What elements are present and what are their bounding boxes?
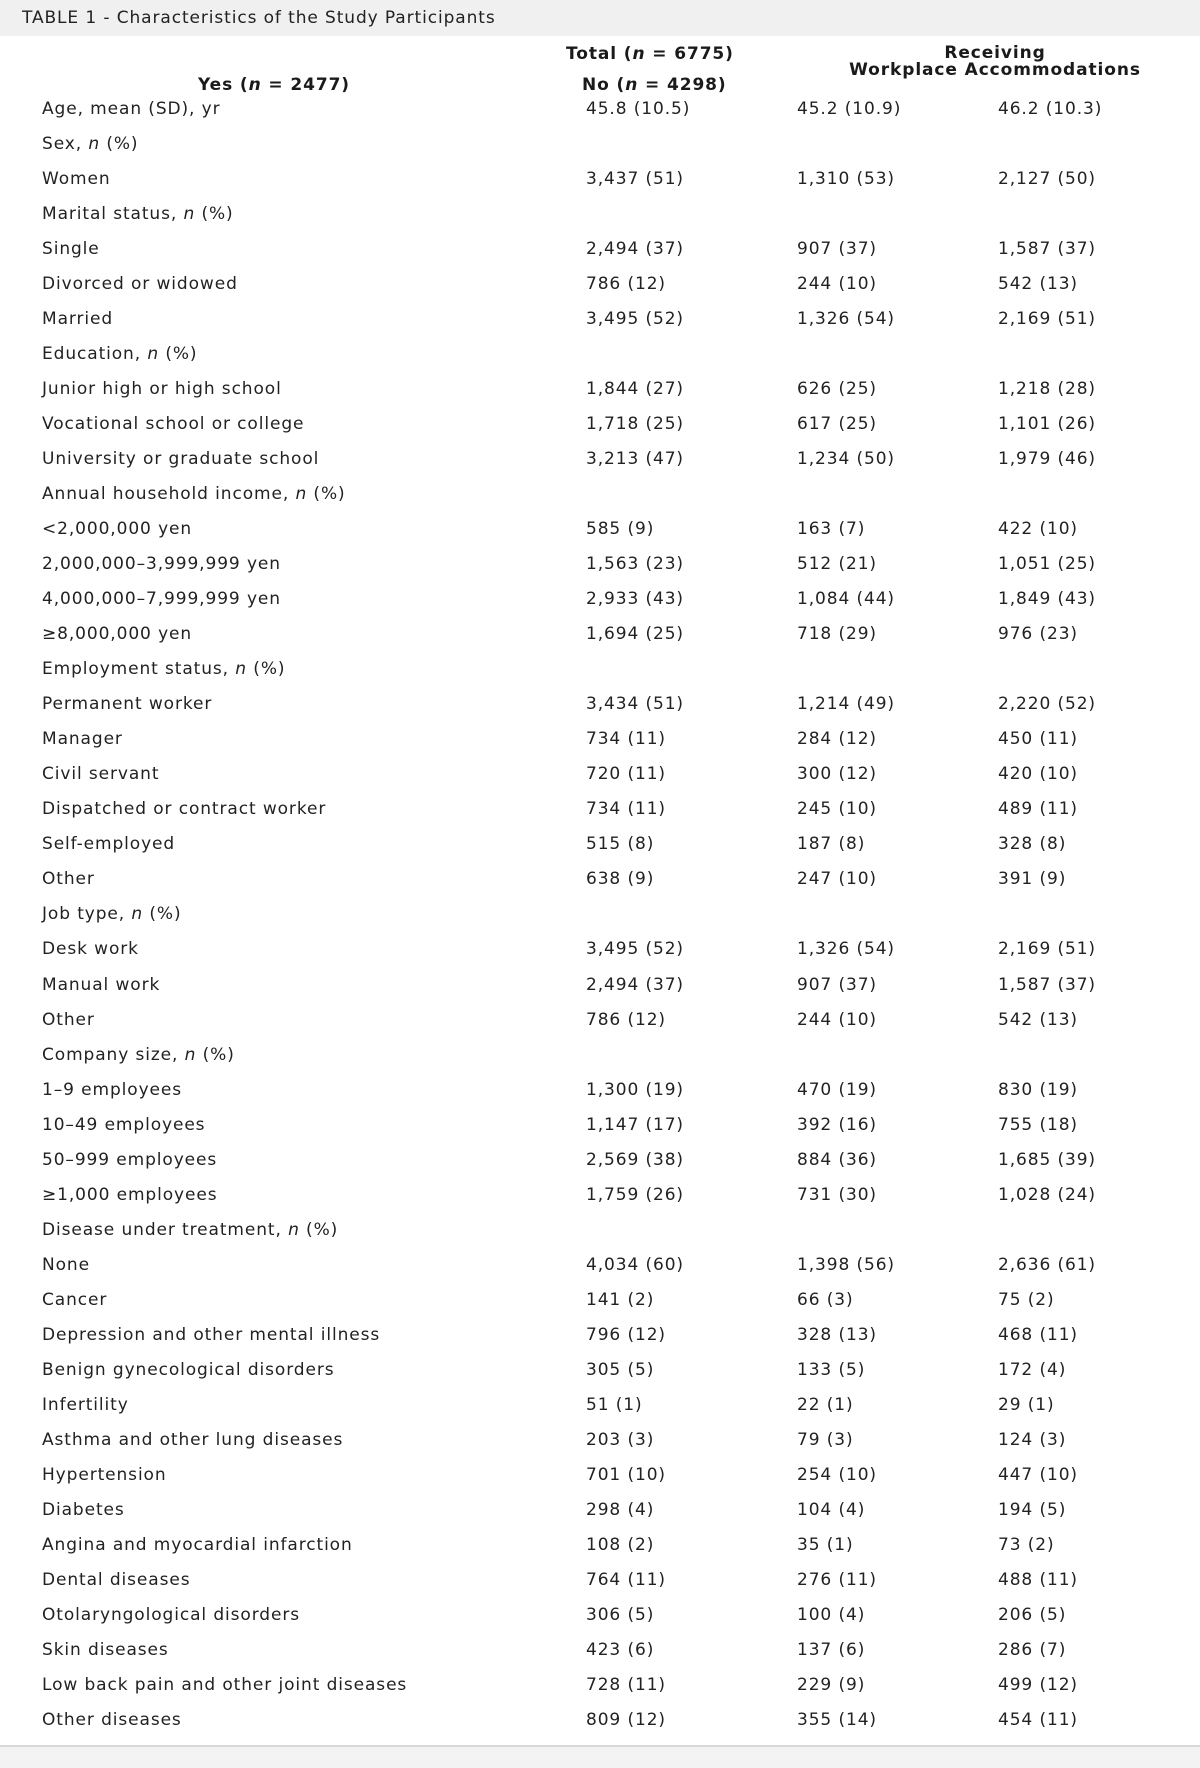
cell-no: 194 (5) <box>998 1499 1067 1520</box>
row-label <box>42 1570 190 1590</box>
table-row <box>0 1570 1200 1605</box>
row-label-text: 50–999 employees <box>42 1149 218 1170</box>
cell-yes: 284 (12) <box>797 729 877 750</box>
row-label-text: Self-employed <box>42 834 176 855</box>
cell-yes: 884 (36) <box>797 1149 877 1170</box>
table-row <box>0 939 1200 974</box>
row-label <box>42 309 113 329</box>
cell-total: 45.8 (10.5) <box>586 99 691 119</box>
cell-yes: 1,326 (54) <box>797 939 895 960</box>
row-label <box>42 484 346 504</box>
cell-yes: 1,234 (50) <box>797 449 895 470</box>
header-receiving-line1: Receiving <box>944 43 1046 63</box>
row-label <box>42 1675 407 1695</box>
table-row <box>0 1675 1200 1710</box>
table-row <box>0 449 1200 484</box>
row-label-text: Single <box>42 239 100 260</box>
table-row <box>0 1360 1200 1395</box>
cell-total: 1,718 (25) <box>586 414 684 435</box>
header-no <box>582 75 727 95</box>
table-row <box>0 1185 1200 1220</box>
cell-total: 298 (4) <box>586 1499 655 1520</box>
row-label <box>42 1710 182 1730</box>
cell-total: 3,213 (47) <box>586 449 684 470</box>
row-label <box>42 1080 182 1100</box>
cell-total: 1,563 (23) <box>586 554 684 575</box>
cell-yes: 66 (3) <box>797 1289 854 1310</box>
row-label <box>42 694 212 714</box>
row-label <box>42 1430 343 1450</box>
cell-yes: 276 (11) <box>797 1569 877 1590</box>
row-label <box>42 449 319 469</box>
row-label <box>42 1325 380 1345</box>
row-label-text: Education, <box>42 344 148 365</box>
row-label-text: Disease under treatment, <box>42 1219 289 1240</box>
row-label-text: Other <box>42 869 95 890</box>
cell-yes: 300 (12) <box>797 764 877 785</box>
cell-no: 1,849 (43) <box>998 589 1096 610</box>
table-row <box>0 975 1200 1010</box>
row-label-n: n <box>184 1044 197 1065</box>
header-no-suffix: = 4298) <box>638 75 727 95</box>
row-label <box>42 169 111 189</box>
cell-yes: 35 (1) <box>797 1534 854 1555</box>
cell-no: 2,636 (61) <box>998 1254 1096 1275</box>
cell-total: 305 (5) <box>586 1359 655 1380</box>
table-row <box>0 624 1200 659</box>
cell-no: 46.2 (10.3) <box>998 99 1103 119</box>
cell-yes: 392 (16) <box>797 1114 877 1135</box>
table-row <box>0 729 1200 764</box>
row-label <box>42 834 175 854</box>
cell-no: 542 (13) <box>998 1009 1078 1030</box>
row-label <box>42 764 159 784</box>
table-row <box>0 1255 1200 1290</box>
cell-total: 423 (6) <box>586 1639 655 1660</box>
cell-no: 468 (11) <box>998 1324 1078 1345</box>
table-row <box>0 799 1200 834</box>
table-row <box>0 1010 1200 1045</box>
header-receiving-line2: Workplace Accommodations <box>849 60 1141 80</box>
table-row <box>0 589 1200 624</box>
row-label <box>42 519 192 539</box>
table-row <box>0 1150 1200 1185</box>
cell-yes: 79 (3) <box>797 1429 854 1450</box>
cell-no: 1,051 (25) <box>998 554 1096 575</box>
header-total-n: n <box>632 44 646 64</box>
row-label-n: n <box>88 134 101 155</box>
cell-total: 638 (9) <box>586 869 655 890</box>
cell-no: 1,979 (46) <box>998 449 1096 470</box>
cell-yes: 731 (30) <box>797 1184 877 1205</box>
cell-total: 720 (11) <box>586 764 666 785</box>
cell-total: 3,495 (52) <box>586 939 684 960</box>
table-row <box>0 274 1200 309</box>
cell-total: 203 (3) <box>586 1429 655 1450</box>
header-total-suffix: = 6775) <box>645 44 734 64</box>
table-row <box>0 379 1200 414</box>
row-label <box>42 1185 218 1205</box>
row-label-text: Diabetes <box>42 1499 125 1520</box>
cell-yes: 244 (10) <box>797 1009 877 1030</box>
cell-total: 306 (5) <box>586 1604 655 1625</box>
cell-no: 2,169 (51) <box>998 939 1096 960</box>
cell-total: 786 (12) <box>586 1009 666 1030</box>
row-label <box>42 1045 235 1065</box>
table-row <box>0 1045 1200 1080</box>
row-label <box>42 99 221 119</box>
cell-no: 391 (9) <box>998 869 1067 890</box>
bottom-bar <box>0 1747 1200 1768</box>
table-row <box>0 554 1200 589</box>
row-label <box>42 1010 95 1030</box>
cell-no: 73 (2) <box>998 1534 1055 1555</box>
table-row <box>0 1605 1200 1640</box>
row-label-unit: (%) <box>143 904 182 925</box>
row-label-text: Junior high or high school <box>42 379 282 400</box>
row-label-text: Angina and myocardial infarction <box>42 1534 353 1555</box>
table-row <box>0 764 1200 799</box>
table-row <box>0 134 1200 169</box>
row-label-n: n <box>288 1219 300 1240</box>
row-label-text: Marital status, <box>42 204 184 225</box>
table-row <box>0 904 1200 939</box>
row-label-text: Employment status, <box>42 659 236 680</box>
row-label-text: 10–49 employees <box>42 1114 206 1135</box>
cell-yes: 907 (37) <box>797 974 877 995</box>
cell-no: 450 (11) <box>998 729 1078 750</box>
cell-yes: 247 (10) <box>797 869 877 890</box>
table-row <box>0 659 1200 694</box>
cell-yes: 187 (8) <box>797 834 866 855</box>
header-total <box>566 44 734 64</box>
cell-total: 796 (12) <box>586 1324 666 1345</box>
cell-no: 1,587 (37) <box>998 974 1096 995</box>
cell-yes: 718 (29) <box>797 624 877 645</box>
row-label-text: ≥1,000 employees <box>42 1184 218 1205</box>
cell-no: 1,218 (28) <box>998 379 1096 400</box>
cell-total: 1,844 (27) <box>586 379 684 400</box>
table-row <box>0 239 1200 274</box>
row-label-text: Sex, <box>42 134 89 155</box>
row-label <box>42 274 238 294</box>
row-label <box>42 659 285 679</box>
row-label-unit: (%) <box>100 134 139 155</box>
cell-total: 1,694 (25) <box>586 624 684 645</box>
cell-no: 1,587 (37) <box>998 239 1096 260</box>
row-label <box>42 1465 167 1485</box>
row-label <box>42 204 234 224</box>
cell-total: 4,034 (60) <box>586 1254 684 1275</box>
cell-no: 1,028 (24) <box>998 1184 1096 1205</box>
row-label-text: Vocational school or college <box>42 414 305 435</box>
cell-total: 1,147 (17) <box>586 1114 684 1135</box>
table-row <box>0 169 1200 204</box>
table-row <box>0 1115 1200 1150</box>
row-label <box>42 939 139 959</box>
row-label-text: Married <box>42 309 114 330</box>
row-label <box>42 1605 300 1625</box>
row-label <box>42 975 160 995</box>
row-label <box>42 1360 335 1380</box>
row-label-text: Divorced or widowed <box>42 274 238 295</box>
header-total-prefix: Total ( <box>566 44 633 64</box>
cell-no: 29 (1) <box>998 1394 1055 1415</box>
row-label-text: Age, mean (SD), yr <box>42 99 221 119</box>
row-label-n: n <box>235 659 247 680</box>
cell-no: 489 (11) <box>998 799 1078 820</box>
row-label <box>42 1535 353 1555</box>
row-label <box>42 589 281 609</box>
cell-no: 542 (13) <box>998 274 1078 295</box>
row-label-text: Annual household income, <box>42 484 296 505</box>
cell-yes: 1,398 (56) <box>797 1254 895 1275</box>
cell-no: 2,220 (52) <box>998 694 1096 715</box>
cell-yes: 137 (6) <box>797 1639 866 1660</box>
cell-total: 51 (1) <box>586 1394 643 1415</box>
row-label-text: None <box>42 1254 90 1275</box>
row-label-text: Dental diseases <box>42 1569 191 1590</box>
row-label-text: Otolaryngological disorders <box>42 1604 300 1625</box>
header-yes-suffix: = 2477) <box>261 75 350 95</box>
table-row <box>0 869 1200 904</box>
cell-yes: 163 (7) <box>797 519 866 540</box>
row-label-text: Other diseases <box>42 1709 182 1730</box>
row-label-text: Women <box>42 169 111 190</box>
row-label-text: Desk work <box>42 939 139 960</box>
table-row <box>0 1220 1200 1255</box>
cell-yes: 1,214 (49) <box>797 694 895 715</box>
cell-yes: 254 (10) <box>797 1464 877 1485</box>
cell-total: 2,494 (37) <box>586 239 684 260</box>
table-row <box>0 1640 1200 1675</box>
cell-total: 728 (11) <box>586 1674 666 1695</box>
header-yes-prefix: Yes ( <box>198 75 249 95</box>
cell-total: 3,437 (51) <box>586 169 684 190</box>
row-label-text: Benign gynecological disorders <box>42 1359 335 1380</box>
cell-no: 206 (5) <box>998 1604 1067 1625</box>
row-label-text: Depression and other mental illness <box>42 1324 381 1345</box>
row-label-text: 4,000,000–7,999,999 yen <box>42 589 281 610</box>
cell-total: 3,495 (52) <box>586 309 684 330</box>
row-label <box>42 799 326 819</box>
row-label-text: ≥8,000,000 yen <box>42 624 193 645</box>
cell-yes: 512 (21) <box>797 554 877 575</box>
table-row <box>0 1710 1200 1745</box>
table-row <box>0 694 1200 729</box>
row-label <box>42 1640 169 1660</box>
cell-yes: 229 (9) <box>797 1674 866 1695</box>
cell-yes: 626 (25) <box>797 379 877 400</box>
header-no-n: n <box>625 75 639 95</box>
cell-total: 2,494 (37) <box>586 974 684 995</box>
row-label-unit: (%) <box>195 204 234 225</box>
table-row <box>0 204 1200 239</box>
row-label-text: Civil servant <box>42 764 160 785</box>
table-row <box>0 1430 1200 1465</box>
cell-yes: 133 (5) <box>797 1359 866 1380</box>
cell-no: 75 (2) <box>998 1289 1055 1310</box>
table-row <box>0 309 1200 344</box>
table-caption: TABLE 1 - Characteristics of the Study Participants <box>22 8 496 28</box>
cell-total: 734 (11) <box>586 799 666 820</box>
row-label <box>42 344 197 364</box>
cell-no: 124 (3) <box>998 1429 1067 1450</box>
row-label-n: n <box>183 204 196 225</box>
row-label <box>42 904 182 924</box>
cell-yes: 1,310 (53) <box>797 169 895 190</box>
row-label-text: Other <box>42 1009 95 1030</box>
row-label-text: Manual work <box>42 974 161 995</box>
cell-total: 701 (10) <box>586 1464 666 1485</box>
cell-no: 755 (18) <box>998 1114 1078 1135</box>
table-row <box>0 344 1200 379</box>
row-label-text: Low back pain and other joint diseases <box>42 1674 408 1695</box>
cell-no: 172 (4) <box>998 1359 1067 1380</box>
cell-total: 2,569 (38) <box>586 1149 684 1170</box>
row-label-unit: (%) <box>246 659 286 680</box>
cell-total: 809 (12) <box>586 1709 666 1730</box>
cell-no: 286 (7) <box>998 1639 1067 1660</box>
row-label-text: Infertility <box>42 1394 129 1415</box>
cell-total: 1,300 (19) <box>586 1079 684 1100</box>
row-label-text: Company size, <box>42 1044 185 1065</box>
table-row <box>0 519 1200 554</box>
cell-no: 976 (23) <box>998 624 1078 645</box>
row-label <box>42 729 123 749</box>
row-label-text: <2,000,000 yen <box>42 519 193 540</box>
cell-yes: 1,084 (44) <box>797 589 895 610</box>
cell-yes: 617 (25) <box>797 414 877 435</box>
table-row <box>0 1325 1200 1360</box>
row-label <box>42 1290 107 1310</box>
cell-total: 786 (12) <box>586 274 666 295</box>
cell-yes: 22 (1) <box>797 1394 854 1415</box>
row-label-text: 1–9 employees <box>42 1079 183 1100</box>
row-label <box>42 1115 205 1135</box>
header-yes-n: n <box>248 75 262 95</box>
row-label-unit: (%) <box>196 1044 235 1065</box>
row-label-unit: (%) <box>307 484 346 505</box>
row-label <box>42 1220 338 1240</box>
cell-total: 3,434 (51) <box>586 694 684 715</box>
row-label-text: University or graduate school <box>42 449 320 470</box>
table-row <box>0 414 1200 449</box>
row-label <box>42 869 95 889</box>
cell-yes: 328 (13) <box>797 1324 877 1345</box>
table-row <box>0 1395 1200 1430</box>
header-no-prefix: No ( <box>582 75 626 95</box>
row-label-text: Manager <box>42 729 123 750</box>
table-row <box>0 1080 1200 1115</box>
cell-yes: 100 (4) <box>797 1604 866 1625</box>
header-yes <box>198 75 350 95</box>
row-label-text: Hypertension <box>42 1464 167 1485</box>
row-label <box>42 624 192 644</box>
cell-yes: 355 (14) <box>797 1709 877 1730</box>
cell-total: 764 (11) <box>586 1569 666 1590</box>
row-label-text: Permanent worker <box>42 694 213 715</box>
row-label <box>42 134 138 154</box>
row-label <box>42 414 304 434</box>
table-row <box>0 1500 1200 1535</box>
cell-no: 422 (10) <box>998 519 1078 540</box>
cell-total: 585 (9) <box>586 519 655 540</box>
cell-no: 454 (11) <box>998 1709 1078 1730</box>
cell-no: 488 (11) <box>998 1569 1078 1590</box>
cell-yes: 470 (19) <box>797 1079 877 1100</box>
table-row <box>0 484 1200 519</box>
cell-total: 141 (2) <box>586 1289 655 1310</box>
table-row <box>0 1465 1200 1500</box>
cell-no: 499 (12) <box>998 1674 1078 1695</box>
table-row <box>0 834 1200 869</box>
row-label <box>42 1500 125 1520</box>
cell-yes: 104 (4) <box>797 1499 866 1520</box>
cell-yes: 45.2 (10.9) <box>797 99 902 119</box>
row-label-text: Skin diseases <box>42 1639 169 1660</box>
row-label-text: Asthma and other lung diseases <box>42 1429 344 1450</box>
cell-no: 1,685 (39) <box>998 1149 1096 1170</box>
row-label-text: 2,000,000–3,999,999 yen <box>42 554 281 575</box>
row-label-text: Job type, <box>42 904 132 925</box>
cell-no: 2,127 (50) <box>998 169 1096 190</box>
row-label <box>42 554 281 574</box>
row-label <box>42 1150 217 1170</box>
cell-yes: 907 (37) <box>797 239 877 260</box>
row-label-unit: (%) <box>299 1219 339 1240</box>
cell-no: 2,169 (51) <box>998 309 1096 330</box>
table-row <box>0 99 1200 134</box>
cell-total: 1,759 (26) <box>586 1184 684 1205</box>
row-label <box>42 239 100 259</box>
cell-total: 108 (2) <box>586 1534 655 1555</box>
row-label <box>42 1255 90 1275</box>
cell-no: 830 (19) <box>998 1079 1078 1100</box>
table-row <box>0 1535 1200 1570</box>
row-label <box>42 1395 129 1415</box>
row-label-n: n <box>295 484 308 505</box>
cell-yes: 245 (10) <box>797 799 877 820</box>
cell-total: 515 (8) <box>586 834 655 855</box>
cell-no: 328 (8) <box>998 834 1067 855</box>
row-label <box>42 379 282 399</box>
cell-total: 734 (11) <box>586 729 666 750</box>
cell-total: 2,933 (43) <box>586 589 684 610</box>
cell-no: 447 (10) <box>998 1464 1078 1485</box>
cell-yes: 244 (10) <box>797 274 877 295</box>
header-receiving <box>795 45 1195 79</box>
row-label-n: n <box>147 344 160 365</box>
row-label-n: n <box>131 904 144 925</box>
row-label-text: Dispatched or contract worker <box>42 799 327 820</box>
table-row <box>0 1290 1200 1325</box>
cell-yes: 1,326 (54) <box>797 309 895 330</box>
row-label-unit: (%) <box>159 344 198 365</box>
cell-no: 1,101 (26) <box>998 414 1096 435</box>
cell-no: 420 (10) <box>998 764 1078 785</box>
row-label-text: Cancer <box>42 1289 108 1310</box>
